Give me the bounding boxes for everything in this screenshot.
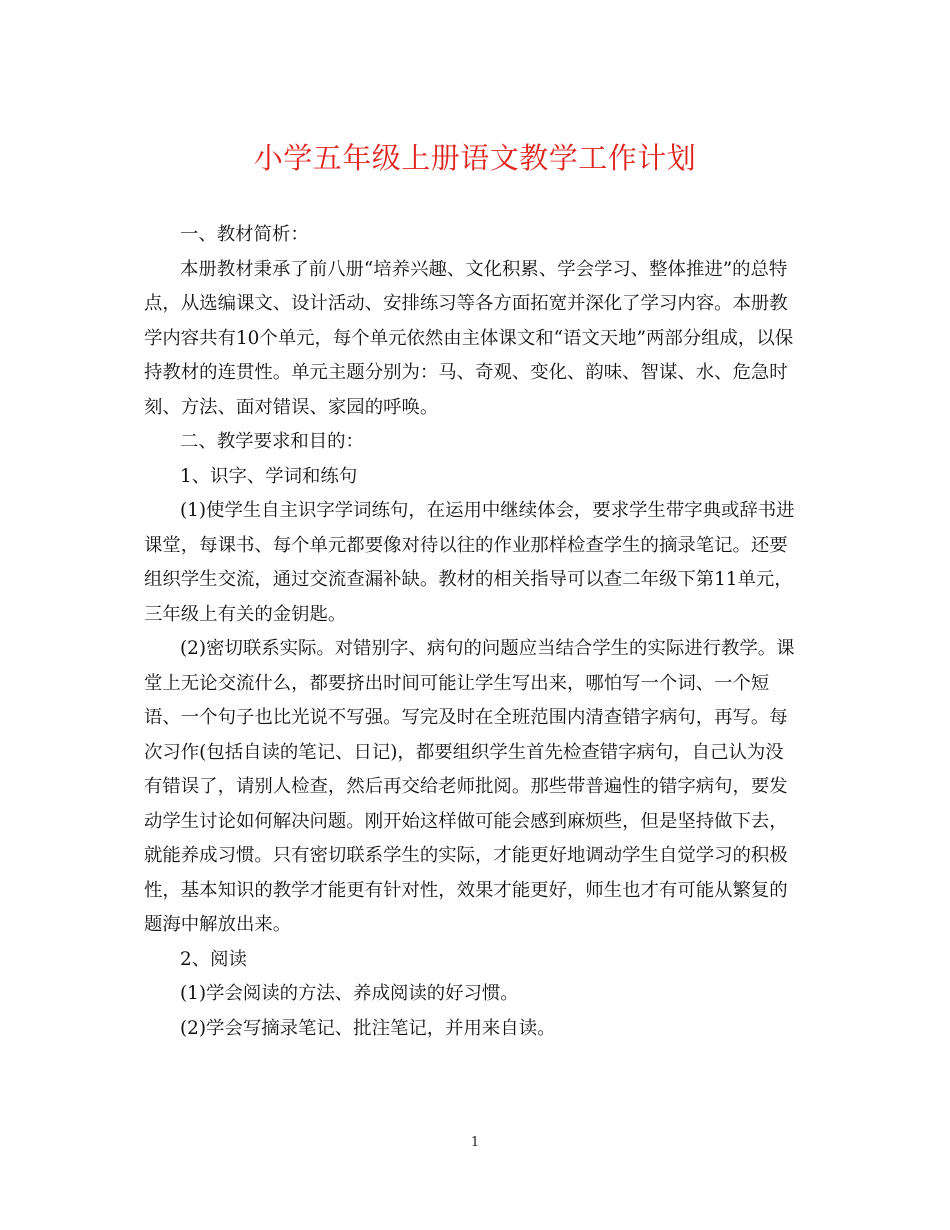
text-line: 1、识字、学词和练句	[180, 465, 358, 487]
text-line: 语、一个句子也比光说不写强。写完及时在全班范围内清查错字病句，再写。每	[144, 707, 788, 728]
text-line: (2)学会写摘录笔记、批注笔记，并用来自读。	[180, 1017, 556, 1039]
text-line: 堂上无论交流什么，都要挤出时间可能让学生写出来，哪怕写一个词、一个短	[144, 672, 770, 694]
text-line: 课堂，每课书、每个单元都要像对待以往的作业那样检查学生的摘录笔记。还要	[144, 534, 788, 556]
text-line: 就能养成习惯。只有密切联系学生的实际，才能更好地调动学生自觉学习的积极	[144, 845, 788, 866]
text-line: 点，从选编课文、设计活动、安排练习等各方面拓宽并深化了学习内容。本册教	[144, 293, 788, 314]
text-line: (1)学会阅读的方法、养成阅读的好习惯。	[180, 983, 519, 1004]
text-line: 2、阅读	[180, 948, 247, 970]
text-line: 次习作(包括自读的笔记、日记)，都要组织学生首先检查错字病句，自己认为没	[144, 741, 784, 763]
page-number: 1	[470, 1135, 480, 1150]
document-title: 小学五年级上册语文教学工作计划	[253, 141, 697, 175]
text-line: 学内容共有10个单元，每个单元依然由主体课文和“语文天地”两部分组成，以保	[144, 327, 794, 349]
text-line: 有错误了，请别人检查，然后再交给老师批阅。那些带普遍性的错字病句，要发	[144, 776, 788, 797]
text-line: 组织学生交流，通过交流查漏补缺。教材的相关指导可以查二年级下第11单元，	[144, 569, 793, 590]
text-line: 一、教材简析：	[180, 224, 309, 245]
text-line: 性，基本知识的教学才能更有针对性，效果才能更好，师生也才有可能从繁复的	[144, 879, 788, 901]
text-line: 二、教学要求和目的：	[180, 431, 364, 452]
text-line: (1)使学生自主识字学词练句，在运用中继续体会，要求学生带字典或辞书进	[180, 500, 795, 521]
text-line: 刻、方法、面对错误、家园的呼唤。	[144, 396, 439, 418]
text-line: 题海中解放出来。	[144, 914, 292, 935]
text-line: 持教材的连贯性。单元主题分别为：马、奇观、变化、韵味、智谋、水、危急时	[144, 362, 788, 383]
text-line: 三年级上有关的金钥匙。	[144, 603, 347, 625]
text-line: (2)密切联系实际。对错别字、病句的问题应当结合学生的实际进行教学。课	[180, 638, 795, 659]
text-line: 本册教材秉承了前八册“培养兴趣、文化积累、学会学习、整体推进”的总特	[180, 258, 788, 280]
text-line: 动学生讨论如何解决问题。刚开始这样做可能会感到麻烦些，但是坚持做下去，	[144, 810, 788, 832]
document-body	[144, 218, 808, 1046]
